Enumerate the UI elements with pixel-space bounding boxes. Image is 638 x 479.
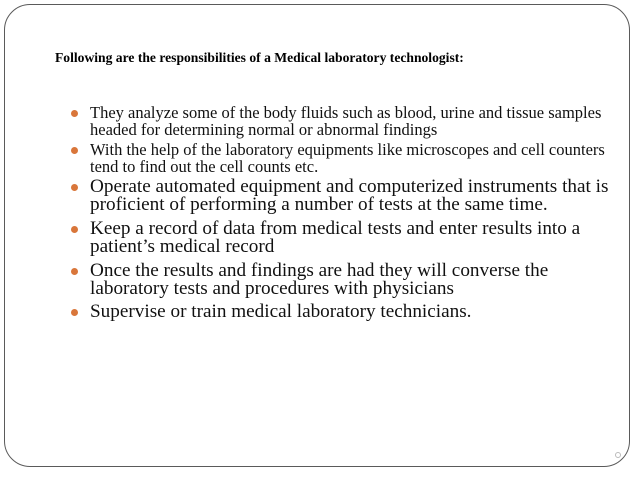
bullet-dot-icon: [71, 226, 78, 233]
bullet-dot-icon: [71, 110, 78, 117]
bullet-dot-icon: [71, 184, 78, 191]
bullet-dot-icon: [71, 147, 78, 154]
bullet-dot-icon: [71, 309, 78, 316]
corner-mark-icon: [615, 452, 621, 458]
list-item: [69, 178, 615, 215]
list-item-text: Supervise or train medical laboratory technicians.: [90, 301, 472, 323]
list-item: [69, 217, 615, 258]
list-item-text: Keep a record of data from medical tests and enter results into a patient’s medical record: [90, 217, 581, 258]
list-item: [69, 105, 615, 138]
list-item-text: With the help of the laboratory equipments like microscopes and cell counters tend to find out the cell counts etc.: [90, 140, 605, 176]
list-item-text: Once the results and findings are had they will converse the laboratory tests and procedures with physicians: [90, 259, 549, 300]
list-item: [69, 142, 615, 175]
list-item: [69, 303, 615, 321]
list-item-text: They analyze some of the body fluids such as blood, urine and tissue samples headed for determining normal or abnormal findings: [90, 103, 602, 139]
list-item-text: Operate automated equipment and computerized instruments that is proficient of performing a number of tests at the same time.: [90, 176, 609, 216]
slide: [4, 4, 630, 467]
responsibilities-list: [69, 105, 615, 327]
slide-heading: Following are the responsibilities of a Medical laboratory technologist:: [55, 50, 464, 65]
bullet-dot-icon: [71, 268, 78, 275]
list-item: [69, 259, 615, 300]
